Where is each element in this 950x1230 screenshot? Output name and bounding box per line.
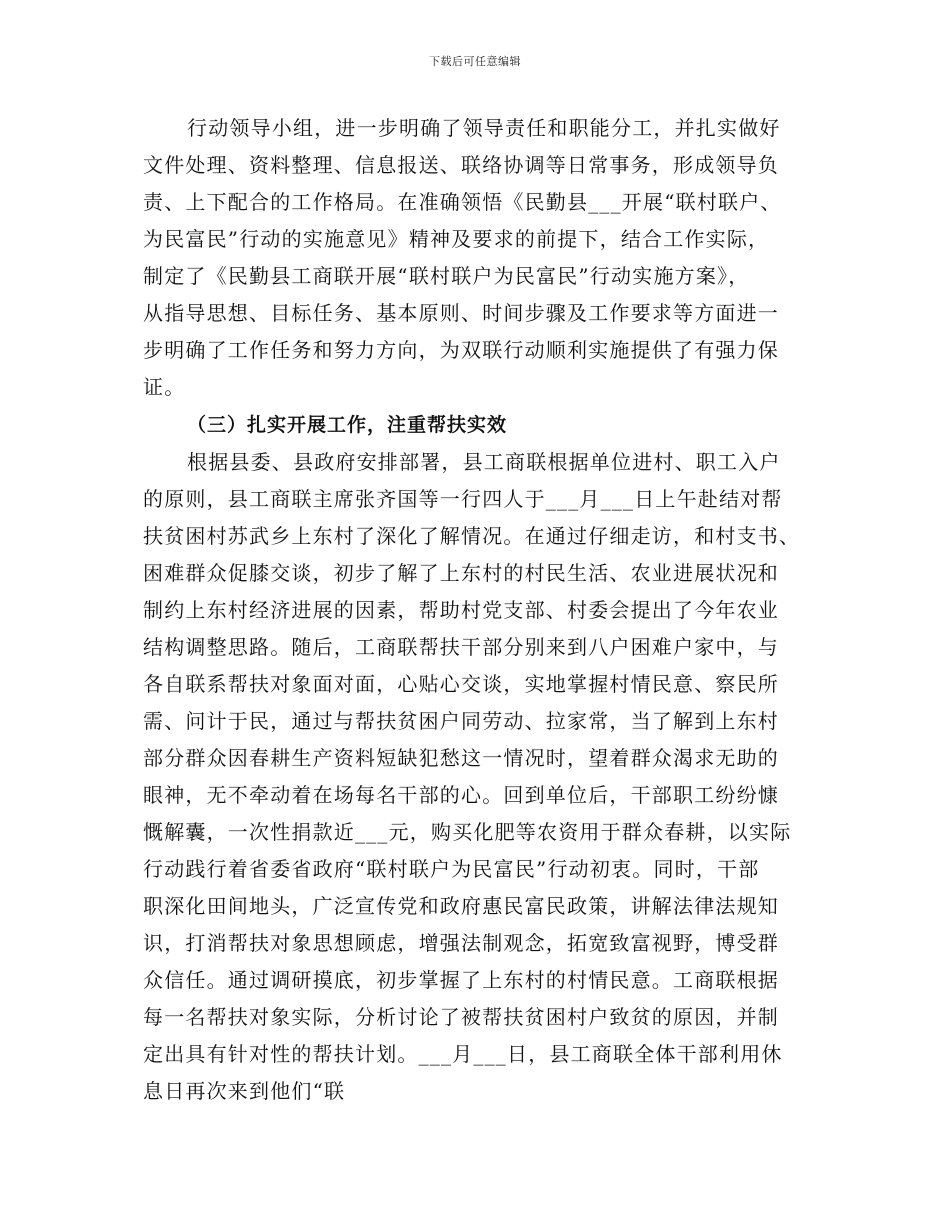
paragraph-line: 制约上东村经济进展的因素，帮助村党支部、村委会提出了今年农业 bbox=[143, 598, 779, 622]
paragraph-line: 从指导思想、目标任务、基本原则、时间步骤及工作要求等方面进一 bbox=[143, 301, 779, 325]
paragraph-line: 部分群众因春耕生产资料短缺犯愁这一情况时，望着群众渴求无助的 bbox=[143, 746, 779, 770]
document-body bbox=[143, 110, 815, 1110]
paragraph-line: 需、问计于民，通过与帮扶贫困户同劳动、拉家常，当了解到上东村 bbox=[143, 709, 779, 733]
paragraph-line: 慨解囊，一次性捐款近___元，购买化肥等农资用于群众春耕，以实际 bbox=[143, 820, 792, 844]
section-heading: （三）扎实开展工作，注重帮扶实效 bbox=[187, 414, 508, 436]
paragraph-line: 制定了《民勤县工商联开展“联村联户为民富民”行动实施方案》， bbox=[143, 264, 750, 288]
paragraph-line: 困难群众促膝交谈，初步了解了上东村的村民生活、农业进展状况和 bbox=[143, 561, 779, 585]
paragraph-line: 为民富民”行动的实施意见》精神及要求的前提下，结合工作实际， bbox=[143, 227, 770, 251]
paragraph-line: 每一名帮扶对象实际，分析讨论了被帮扶贫困村户致贫的原因，并制 bbox=[143, 1005, 779, 1029]
paragraph-line: 的原则，县工商联主席张齐国等一行四人于___月___日上午赴结对帮 bbox=[143, 487, 783, 511]
paragraph-line: 各自联系帮扶对象面对面，心贴心交谈，实地掌握村情民意、察民所 bbox=[143, 672, 779, 696]
paragraph-line: 眼神，无不牵动着在场每名干部的心。回到单位后，干部职工纷纷慷 bbox=[143, 783, 779, 807]
paragraph-line: 证。 bbox=[143, 375, 186, 399]
paragraph-line: 定出具有针对性的帮扶计划。___月___日，县工商联全体干部利用休 bbox=[143, 1042, 783, 1066]
paragraph-line: 众信任。通过调研摸底，初步掌握了上东村的村情民意。工商联根据 bbox=[143, 968, 779, 992]
paragraph-line: 职深化田间地头，广泛宣传党和政府惠民富民政策，讲解法律法规知 bbox=[143, 894, 779, 918]
paragraph-line: 扶贫困村苏武乡上东村了深化了解情况。在通过仔细走访，和村支书、 bbox=[143, 524, 801, 548]
paragraph-line: 责、上下配合的工作格局。在准确领悟《民勤县___开展“联村联户、 bbox=[143, 190, 782, 214]
paragraph-line: 息日再次来到他们“联 bbox=[143, 1079, 346, 1103]
paragraph-line: 文件处理、资料整理、信息报送、联络协调等日常事务，形成领导负 bbox=[143, 153, 779, 177]
paragraph-line: 行动领导小组，进一步明确了领导责任和职能分工，并扎实做好 bbox=[187, 116, 781, 140]
paragraph-line: 根据县委、县政府安排部署，县工商联根据单位进村、职工入户 bbox=[187, 450, 781, 474]
paragraph-line: 识，打消帮扶对象思想顾虑，增强法制观念，拓宽致富视野，博受群 bbox=[143, 931, 779, 955]
paragraph-line: 结构调整思路。随后，工商联帮扶干部分别来到八户困难户家中，与 bbox=[143, 635, 779, 659]
page-header: 下载后可任意编辑 bbox=[429, 55, 521, 68]
paragraph-line: 步明确了工作任务和努力方向，为双联行动顺利实施提供了有强力保 bbox=[143, 338, 779, 362]
paragraph-line: 行动践行着省委省政府“联村联户为民富民”行动初衷。同时，干部 bbox=[143, 857, 760, 881]
